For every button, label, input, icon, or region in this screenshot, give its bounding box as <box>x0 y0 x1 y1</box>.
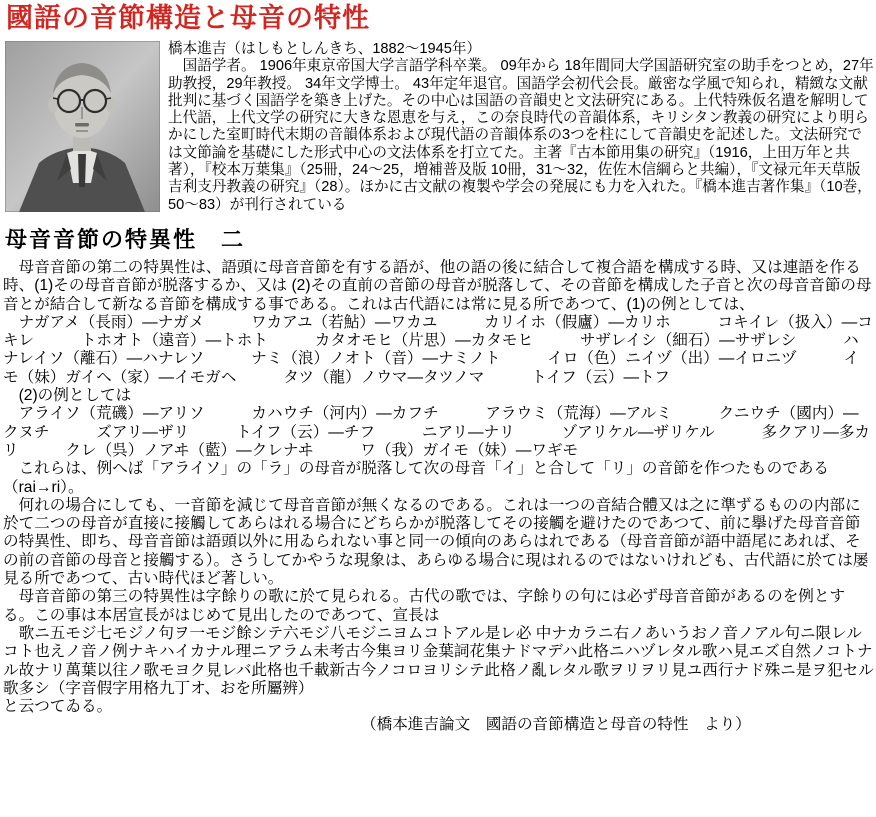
article-body <box>3 259 874 735</box>
bio-name-line: 橋本進吉（はしもとしんきち、1882～1945年） <box>168 41 482 57</box>
page-title: 國語の音節構造と母音の特性 <box>6 3 370 33</box>
paragraph-explanation-rai-ri: これらは、例へば「アライソ」の「ラ」の母音が脱落して次の母音「イ」と合して「リ」の音節を作つたものである（rai→ri）。 <box>3 460 830 496</box>
paragraph-analysis: 何れの場合にしても、一音節を減じて母音音節が無くなるのである。これは一つの音結合體又は之に準ずるものの内部に於て二つの母音が直接に接觸してあらはれる場合にどちらかが脱落してその接觸を避けたのであつて、前に擧げた母音音節の特異性、即ち、母音音節は語頭以外に用ゐられない事と同一の傾向のあらはれである（母音音節が語中語尾にあれば、その前の音節の母音と接觸する）。さうしてかやうな現象は、あらゆる場合に現はれるのではないけれども、古代語に於ては屡見る所であつて、古い時代ほど著しい。 <box>3 496 869 588</box>
biography <box>168 41 874 214</box>
profile-section <box>5 41 876 214</box>
portrait-photo <box>5 41 160 212</box>
source-attribution: （橋本進吉論文 國語の音節構造と母音の特性 より） <box>361 716 751 734</box>
section-heading: 母音音節の特異性 二 <box>5 226 246 252</box>
paragraph-example-2-label: (2)の例としては <box>3 387 132 405</box>
paragraph-third-peculiarity: 母音音節の第三の特異性は字餘りの歌に於て見られる。古代の歌では、字餘りの句には必ず母音音節があるのを例とする。この事は本居宣長がはじめて見出したのであつて、宣長は <box>3 588 846 624</box>
paragraph-norinaga-quote: 歌ニ五モジ七モジノ句ヲ一モジ餘シテ六モジ八モジニヨムコトアル是レ必 中ナカラニ右ノあいうおノ音ノアル句ニ限レルコト也えノ音ノ例ナキハイカナル理ニアラム未考古今集ヨリ金葉詞花集ナドマデハ此格ニハヅレタル歌ハ見エズ自然ノコトナル故ナリ萬葉以往ノ歌モヨク見レバ此格也千載新古今ノコロヨリシテ此格ノ亂レタル歌ヲリヲリ見ユ西行ナド殊ニ是ヲ犯セル歌多シ（字音假字用格九丁オ、おを所屬辨） <box>3 624 874 697</box>
paragraph-quote-close: と云つてゐる。 <box>3 698 113 716</box>
paragraph-example-list-1: ナガアメ（長雨）―ナガメ ワカアユ（若鮎）―ワカユ カリイホ（假廬）―カリホ コキイレ（扱入）―コキレ トホオト（遠音）―トホト カタオモヒ（片思）―カタモヒ サザレイシ（細石）―サザレシ ハナレイソ（離石）―ハナレソ ナミ（浪）ノオト（音）―ナミノト イロ（色）ニイヅ（出）―イロニヅ イモ（妹）ガイヘ（家）―イモガヘ タツ（龍）ノウマ―タツノマ トイフ（云）―トフ <box>3 313 873 386</box>
bio-body-text: 国語学者。 1906年東京帝国大学言語学科卒業。 09年から 18年間同大学国語研究室の助手をつとめ，27年助教授，29年教授。 34年文学博士。 43年定年退官。国語学会初代会長。厳密な学風で知られ，精緻な文献批判に基づく国語学を築き上げた。その中心は国語の音韻史と文法研究にある。上代特殊仮名遣を解明して上代語，上代文学の研究に大きな恩恵を与え，この奈良時代の音韻体系，キリシタン教義の研究により明らかにした室町時代末期の音韻体系および現代語の音韻体系の3つを柱にして音韻史を記述した。文法研究では文節論を基礎にした形式中心の文法体系を打立てた。主著『古本節用集の研究』（1916，上田万年と共著），『校本万葉集』（25冊，24～25，増補普及版 10冊，31～32，佐佐木信綱らと共編），『文禄元年天草版吉利支丹教義の研究』（28）。ほかに古文献の複製や学会の発展にも力を入れた。『橋本進吉著作集』（10巻，50～83）が刊行されている <box>168 58 874 213</box>
paragraph-intro: 母音音節の第二の特異性は、語頭に母音音節を有する語が、他の語の後に結合して複合語を構成する時、又は連語を作る時、(1)その母音音節が脱落するか、又は (2)その直前の音節の母音が脱落して、その音節を構成した子音と次の母音音節の母音とが結合して新なる音節を構成する事である。これは古代語には常に見る所であつて、(1)の例としては、 <box>3 258 872 313</box>
paragraph-example-list-2: アライソ（荒磯）―アリソ カハウチ（河内）―カフチ アラウミ（荒海）―アルミ クニウチ（國内）―クヌチ ズアリ―ザリ トイフ（云）―チフ ニアリ―ナリ ゾアリケル―ザリケル 多クアリ―多カリ クレ（呉）ノアヰ（藍）―クレナヰ ワ（我）ガイモ（妹）―ワギモ <box>3 405 871 459</box>
